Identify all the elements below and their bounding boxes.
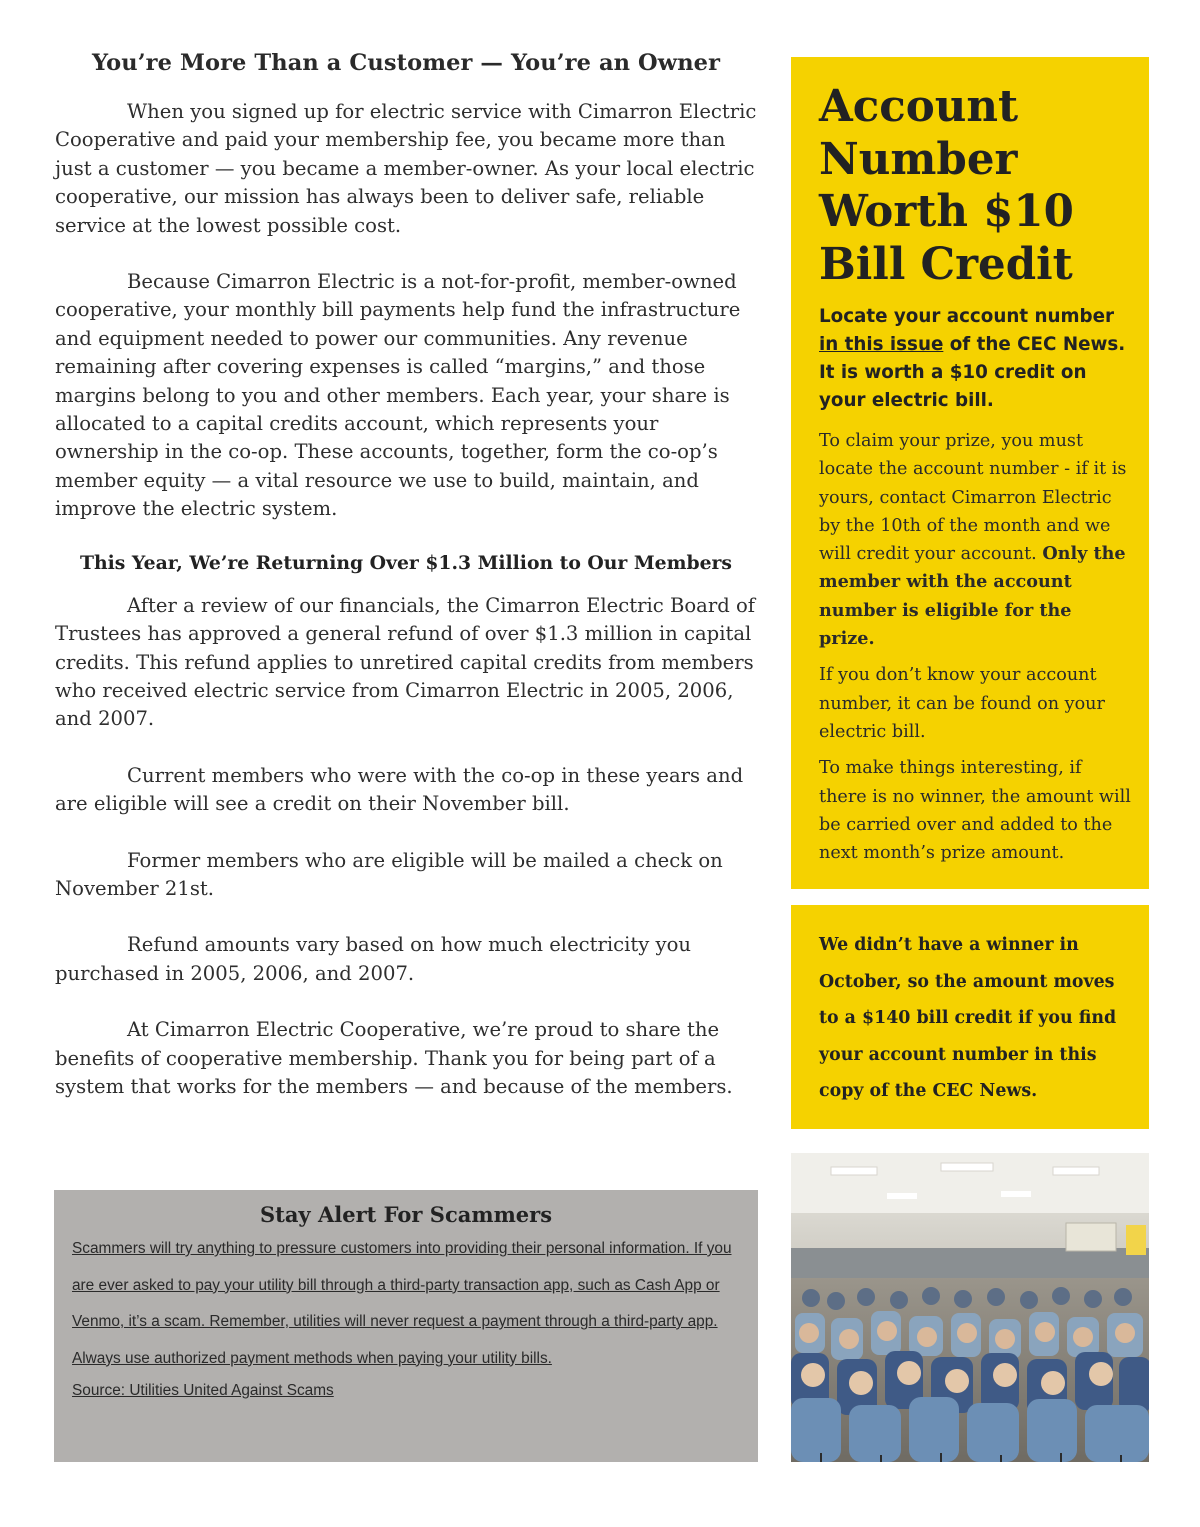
member-meeting-photo xyxy=(791,1153,1149,1462)
winner-notice-box xyxy=(791,905,1149,1129)
article-paragraph-6: Refund amounts vary based on how much electricity you purchased in 2005, 2006, and 2007. xyxy=(55,933,692,985)
article-column xyxy=(55,50,757,1129)
promo-claim-paragraph xyxy=(819,427,1131,653)
promo-title: Account Number Worth $10 Bill Credit xyxy=(819,81,1074,290)
article-paragraph-3: After a review of our financials, the Cimarron Electric Board of Trustees has approved a general refund of over $1.3 million in capital credits. This refund applies to unretired capital credits from members who received electric service from Cimarron Electric in 2005, 2006, and 2007. xyxy=(55,593,756,731)
promo-carryover-paragraph: To make things interesting, if there is no winner, the amount will be carried over and added to the next month’s prize amount. xyxy=(819,758,1131,864)
promo-claim-text: To claim your prize, you must locate the account number - if it is yours, contact Cimarron Electric by the 10th of the month and we will credit your account. xyxy=(819,431,1127,565)
article-paragraph-1: When you signed up for electric service with Cimarron Electric Cooperative and paid your membership fee, you became more than just a customer — you became a member-owner. As your local electric cooperative, our mission has always been to deliver safe, reliable service at the lowest possible cost. xyxy=(55,100,757,237)
winner-notice-text: We didn’t have a winner in October, so the amount moves to a $140 bill credit if you find your account number in this copy of the CEC News. xyxy=(819,935,1117,1101)
scam-alert-title: Stay Alert For Scammers xyxy=(259,1202,553,1227)
article-paragraph-7: At Cimarron Electric Cooperative, we’re proud to share the benefits of cooperative membership. Thank you for being part of a system that works for the members — and because of the members. xyxy=(55,1018,733,1098)
scam-alert-box xyxy=(54,1190,758,1462)
article-title: You’re More Than a Customer — You’re an Owner xyxy=(91,50,721,76)
promo-lead-link: in this issue xyxy=(819,334,944,355)
article-paragraph-4: Current members who were with the co-op in these years and are eligible will see a credit on their November bill. xyxy=(55,763,744,816)
article-paragraph-5: Former members who are eligible will be mailed a check on November 21st. xyxy=(55,848,723,900)
article-subtitle: This Year, We’re Returning Over $1.3 Million to Our Members xyxy=(79,551,733,574)
promo-lead-end: of the CEC News. It is worth a $10 credit on your electric bill. xyxy=(819,334,1126,411)
account-number-promo-box xyxy=(791,57,1149,889)
scam-alert-body: Scammers will try anything to pressure customers into providing their personal information. If you are ever asked to pay your utility bill through a third-party transaction app, such as Cash App or Venmo, it’s a scam. Remember, utilities will never request a payment through a third-party app. Always use authorized payment methods when paying your utility bills. xyxy=(72,1240,732,1367)
promo-find-paragraph: If you don’t know your account number, it can be found on your electric bill. xyxy=(819,665,1105,742)
scam-alert-source: Source: Utilities United Against Scams xyxy=(72,1382,334,1399)
promo-eligibility-note: Only the member with the account number is eligible for the prize. xyxy=(819,543,1126,650)
promo-lead-start: Locate your account number xyxy=(819,306,1115,327)
article-paragraph-2: Because Cimarron Electric is a not-for-profit, member-owned cooperative, your monthly bill payments help fund the infrastructure and equipment needed to power our communities. Any revenue remaining after covering expenses is called “margins,” and those margins belong to you and other members. Each year, your share is allocated to a capital credits account, which represents your ownership in the co-op. These accounts, together, form the co-op’s member equity — a vital resource we use to build, maintain, and improve the electric system. xyxy=(55,270,741,521)
promo-lead xyxy=(819,303,1131,415)
crowd-photo-illustration xyxy=(791,1153,1149,1462)
